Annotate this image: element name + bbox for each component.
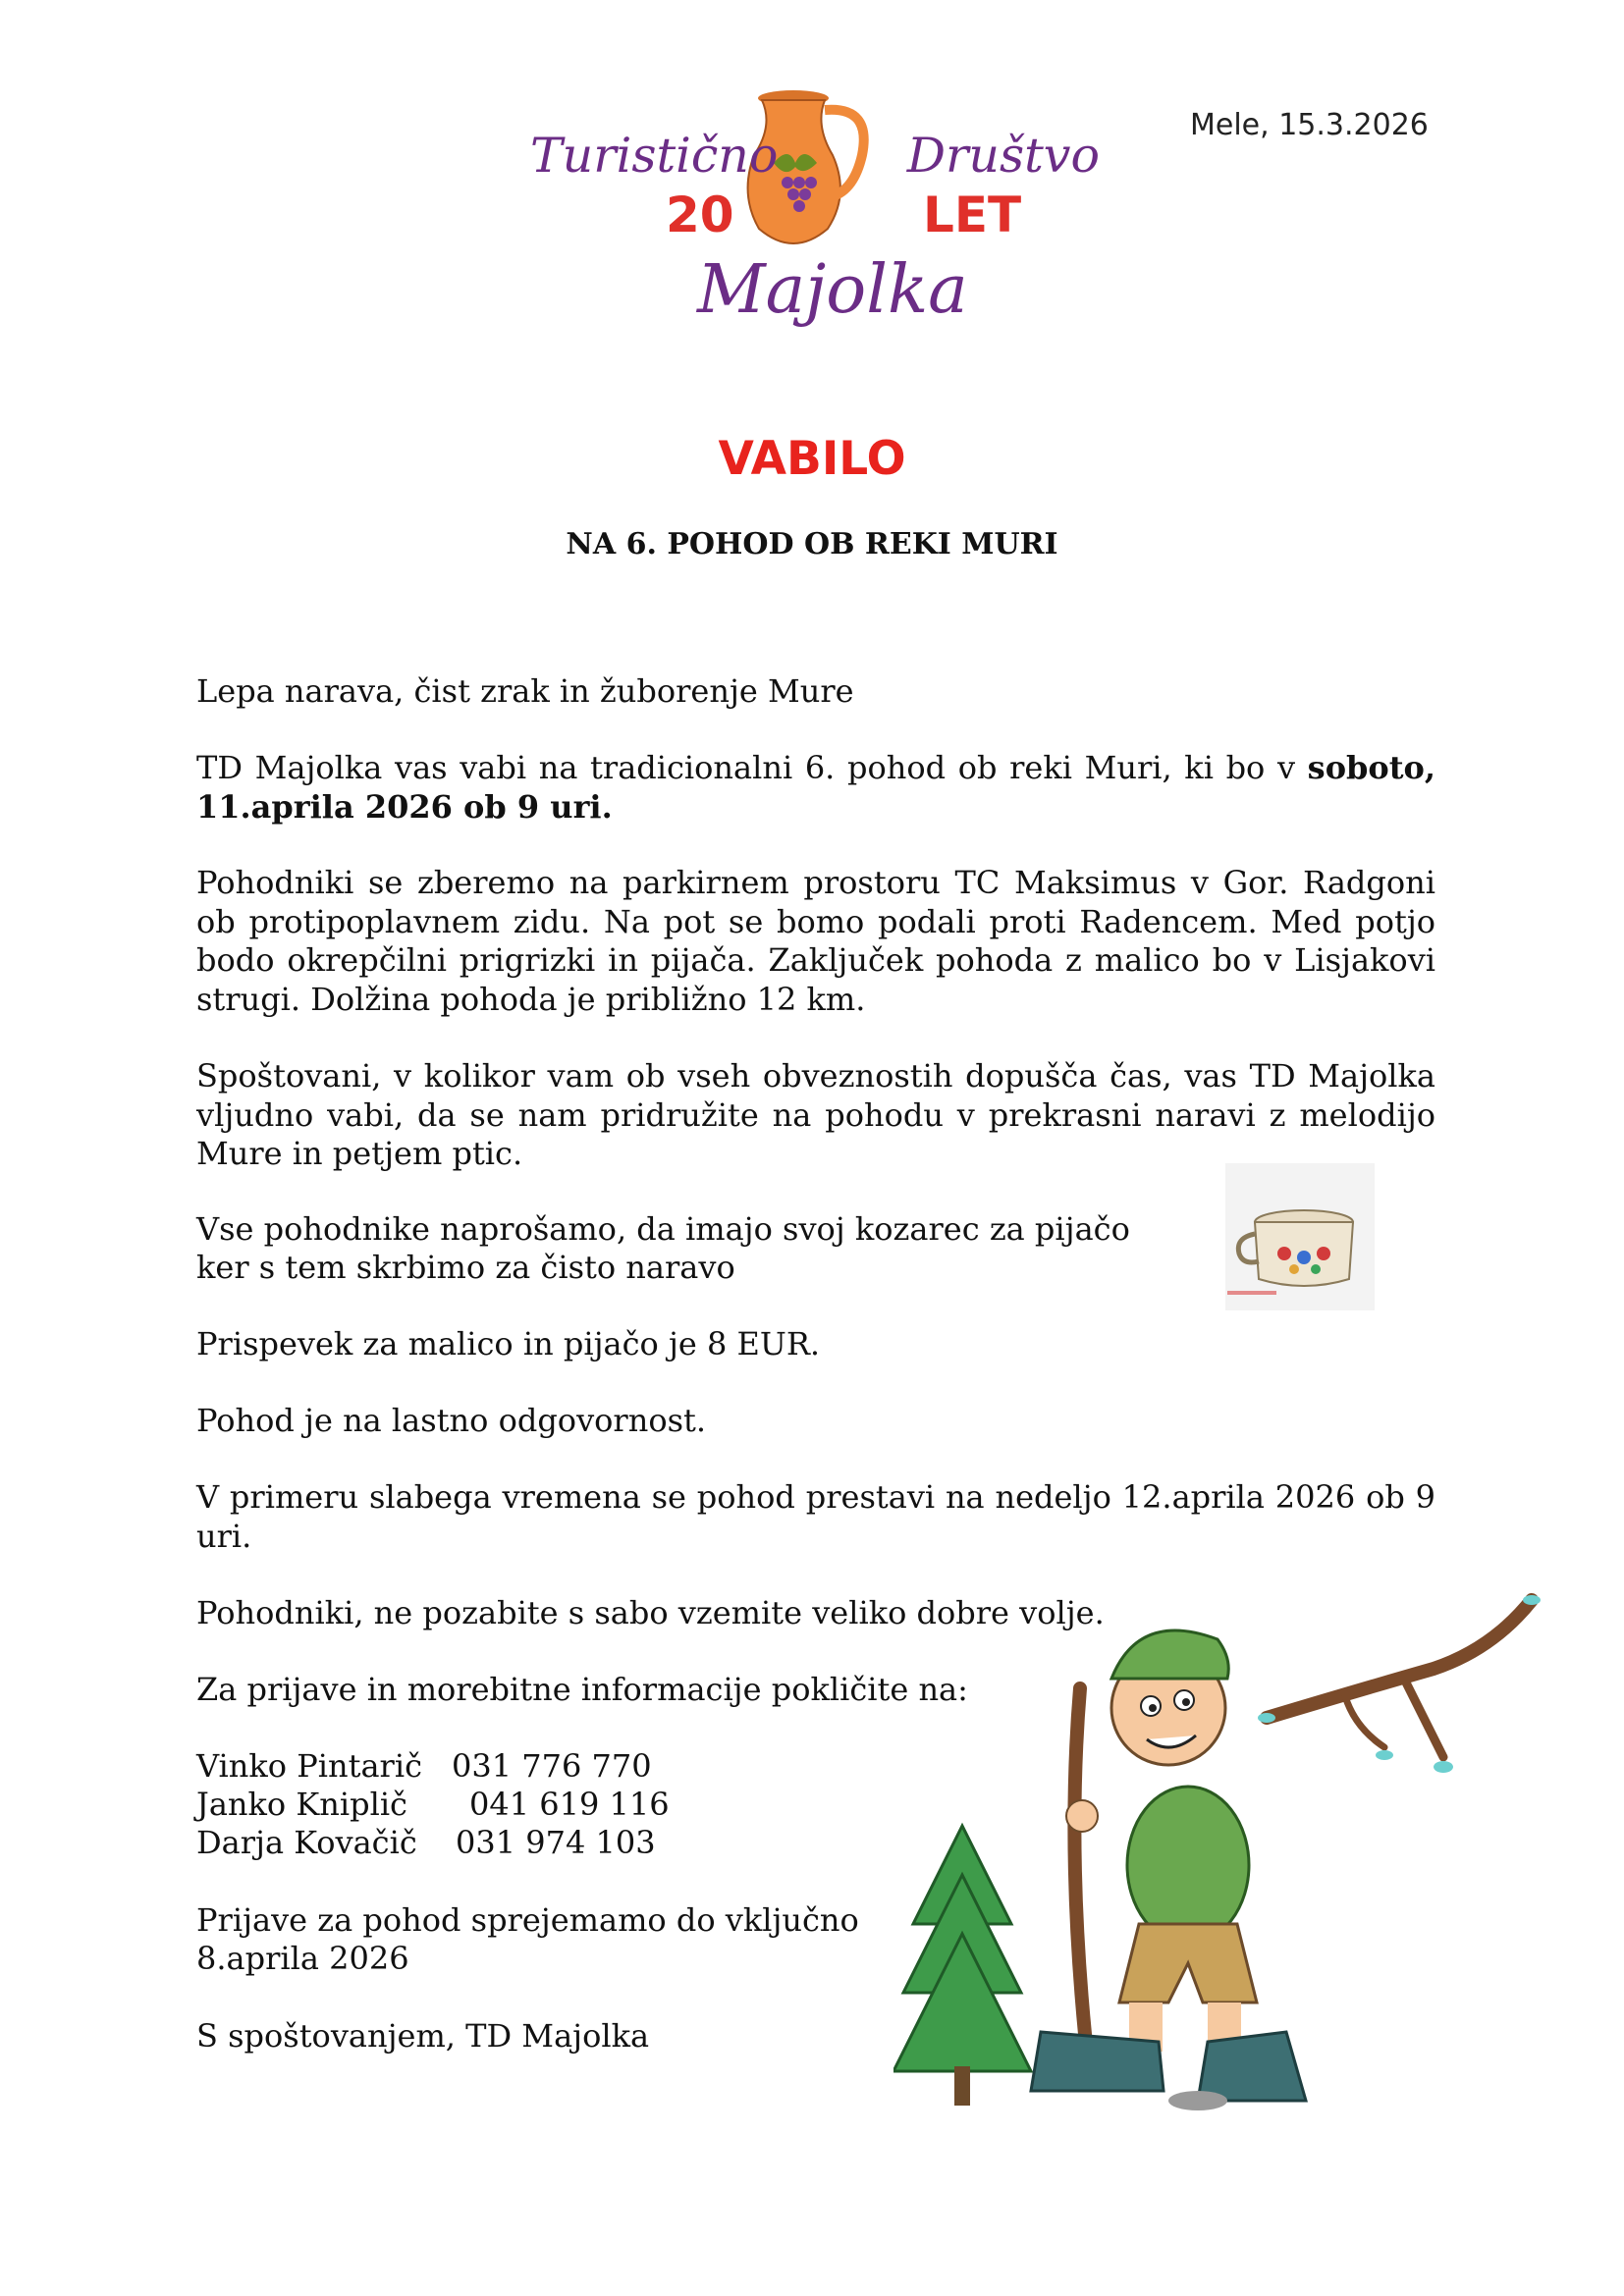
invitation-text: TD Majolka vas vabi na tradicionalni 6. pohod ob reki Muri, ki bo v (196, 749, 1296, 786)
page-title: VABILO (718, 432, 906, 486)
branch-icon (1267, 1600, 1532, 1757)
invitation-date: 11.aprila 2026 ob 9 uri. (196, 787, 613, 826)
paragraph-weather: V primeru slabega vremena se pohod prestavi na nedeljo 12.aprila 2026 ob 9 uri. (196, 1478, 1435, 1555)
paragraph-cup-line1: Vse pohodnike naprošamo, da imajo svoj kozarec za pijačo (196, 1210, 1130, 1248)
cup-image (1225, 1163, 1375, 1310)
date: Mele, 15.3.2026 (1190, 108, 1429, 142)
contact-phone: 031 974 103 (456, 1824, 656, 1861)
contact-name: Vinko Pintarič (196, 1747, 422, 1785)
paragraph-contribution: Prispevek za malico in pijačo je 8 EUR. (196, 1325, 821, 1362)
logo-bottom-text: Majolka (697, 251, 968, 329)
paragraph-intro: Lepa narava, čist zrak in žuborenje Mure (196, 672, 854, 710)
paragraph-deadline-line1: Prijave za pohod sprejemamo do vključno (196, 1901, 859, 1939)
paragraph-responsibility: Pohod je na lastno odgovornost. (196, 1402, 707, 1439)
contact-row (196, 1747, 652, 1785)
tree-icon (893, 1826, 1031, 2106)
logo-anniversary-label: LET (923, 187, 1022, 243)
logo-right-text: Društvo (906, 128, 1100, 184)
paragraph-cup-line2: ker s tem skrbimo za čisto naravo (196, 1249, 735, 1286)
closing: S spoštovanjem, TD Majolka (196, 2017, 650, 2055)
logo-left-text: Turistično (530, 128, 779, 184)
contact-row (196, 1786, 670, 1823)
hiker-illustration (893, 1571, 1542, 2120)
paragraph-meeting-point: Pohodniki se zberemo na parkirnem prostoru TC Maksimus v Gor. Radgoni ob protipoplavnem zidu. Na pot se bomo podali proti Radencem. Med potjo bodo okrepčilni prigrizki in pijača. Zaključek pohoda z malico bo v Lisjakovi strugi. Dolžina pohoda je približno 12 km. (196, 864, 1435, 1018)
contact-name: Janko Kniplič (196, 1786, 407, 1823)
paragraph-welcome: Spoštovani, v kolikor vam ob vseh obveznostih dopušča čas, vas TD Majolka vljudno vabi, da se nam pridružite na pohodu v prekrasni naravi z melodijo Mure in petjem ptic. (196, 1057, 1435, 1172)
page-subtitle: NA 6. POHOD OB REKI MURI (566, 527, 1058, 561)
contact-row (196, 1824, 656, 1861)
contact-name: Darja Kovačič (196, 1824, 417, 1861)
logo-anniversary-number: 20 (666, 187, 734, 243)
contact-phone: 041 619 116 (469, 1786, 670, 1823)
paragraph-invitation (196, 749, 1435, 827)
contact-phone: 031 776 770 (452, 1747, 652, 1785)
logo (520, 86, 1110, 344)
paragraph-good-mood: Pohodniki, ne pozabite s sabo vzemite veliko dobre volje. (196, 1594, 1105, 1631)
paragraph-deadline-line2: 8.aprila 2026 (196, 1940, 409, 1977)
paragraph-contact-intro: Za prijave in morebitne informacije pokličite na: (196, 1671, 968, 1708)
invitation-day: soboto, (1307, 749, 1436, 786)
